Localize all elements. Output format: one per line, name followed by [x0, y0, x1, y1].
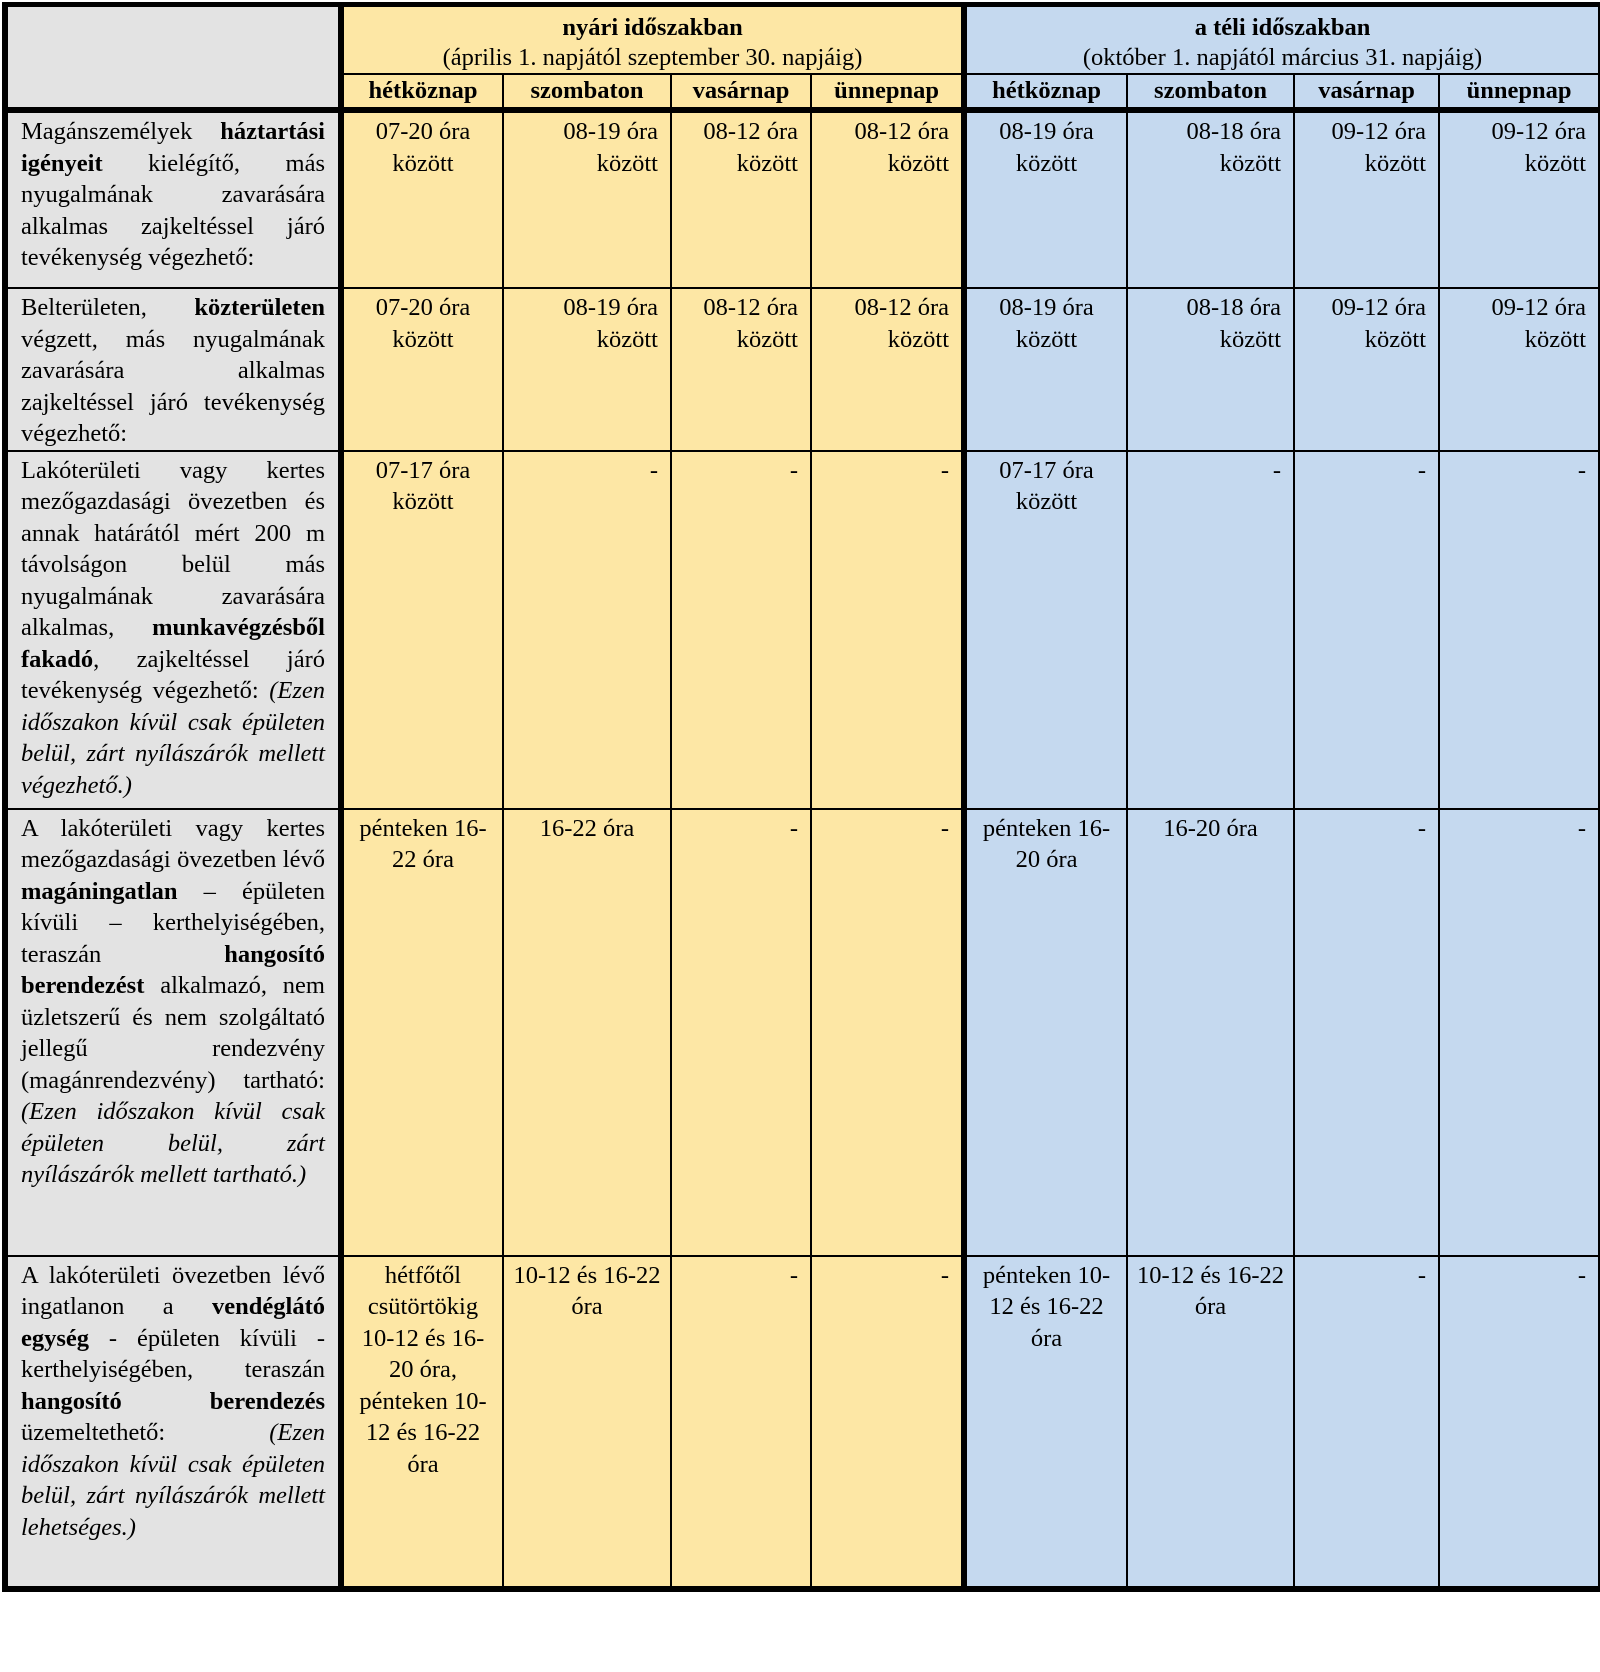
time-value: 07-20 óra között: [375, 294, 471, 353]
time-value: 09-12 óra között: [1331, 294, 1427, 353]
time-value: pénteken 16-22 óra: [359, 814, 487, 873]
summer-day-header: vasárnap: [671, 74, 811, 110]
description-text: kielégítő, más nyugalmának zavarására alkalmas zajkeltéssel járó tevékenység végezhető:: [21, 149, 325, 271]
winter-time-cell: [1127, 288, 1294, 451]
time-value: 08-12 óra között: [854, 118, 950, 177]
summer-time-cell: [671, 110, 811, 288]
winter-time-cell: [1294, 451, 1439, 809]
description-text: A lakóterületi vagy kertes mezőgazdasági övezetben lévő: [21, 814, 325, 873]
time-value: 09-12 óra között: [1491, 294, 1587, 353]
time-value: -: [649, 456, 658, 484]
winter-time-cell: [1439, 1256, 1600, 1589]
time-value: -: [1272, 456, 1282, 484]
winter-time-cell: [1127, 451, 1294, 809]
summer-time-cell: [341, 1256, 503, 1589]
summer-time-cell: [671, 809, 811, 1256]
activity-description: [5, 288, 341, 451]
time-value: -: [940, 814, 950, 842]
winter-day-header: vasárnap: [1294, 74, 1439, 110]
summer-time-cell: [671, 451, 811, 809]
table-row: [5, 451, 1600, 809]
summer-time-cell: [341, 110, 503, 288]
time-value: 08-19 óra között: [563, 294, 658, 353]
description-text: , zajkeltéssel járó tevékenység végezhető:: [21, 645, 325, 704]
summer-time-cell: [341, 451, 503, 809]
time-value: -: [789, 814, 798, 842]
description-text: Belterületen,: [21, 294, 195, 321]
time-value: 16-20 óra: [1163, 814, 1258, 842]
summer-time-cell: [503, 288, 671, 451]
winter-time-cell: [1294, 110, 1439, 288]
time-value: 08-19 óra között: [563, 118, 658, 177]
time-value: -: [1417, 456, 1427, 484]
summer-period-header: [341, 5, 964, 75]
winter-period-header: [964, 5, 1600, 75]
description-text: Magánszemélyek: [21, 118, 221, 145]
time-value: -: [940, 456, 950, 484]
summer-time-cell: [811, 1256, 964, 1589]
summer-subtitle: (április 1. napjától szeptember 30. napjáig): [442, 44, 863, 71]
winter-time-cell: [1294, 1256, 1439, 1589]
summer-time-cell: [503, 809, 671, 1256]
italic-note: (Ezen időszakon kívül csak épületen belül, zárt nyílászárók mellett lehetséges.): [21, 1419, 325, 1541]
time-value: 07-17 óra között: [375, 456, 471, 515]
table-body: [5, 110, 1600, 1589]
time-value: -: [789, 1261, 798, 1289]
winter-time-cell: [964, 110, 1127, 288]
winter-time-cell: [964, 1256, 1127, 1589]
summer-time-cell: [811, 110, 964, 288]
time-value: hétfőtől csütörtökig 10-12 és 16-20 óra, pénteken 10-12 és 16-22 óra: [359, 1261, 487, 1478]
winter-time-cell: [964, 288, 1127, 451]
summer-day-header: ünnepnap: [811, 74, 964, 110]
time-value: 08-12 óra között: [703, 294, 798, 353]
time-value: -: [1417, 814, 1427, 842]
description-text: alkalmazó, nem üzletszerű és nem szolgáltató jellegű rendezvény (magánrendezvény) tartható:: [21, 972, 325, 1094]
time-value: -: [1577, 814, 1587, 842]
bold-text: hangosító berendezés: [21, 1387, 325, 1415]
time-value: 07-17 óra között: [999, 456, 1094, 515]
time-value: 10-12 és 16-22 óra: [513, 1261, 661, 1320]
time-value: 08-18 óra között: [1186, 294, 1282, 353]
time-value: 16-22 óra: [539, 814, 635, 842]
summer-day-header: szombaton: [503, 74, 671, 110]
winter-time-cell: [964, 451, 1127, 809]
winter-time-cell: [1439, 288, 1600, 451]
winter-time-cell: [1127, 809, 1294, 1256]
winter-time-cell: [964, 809, 1127, 1256]
table-row: [5, 809, 1600, 1256]
bold-text: magáningatlan: [21, 877, 178, 905]
winter-time-cell: [1439, 110, 1600, 288]
time-value: 09-12 óra között: [1491, 118, 1587, 177]
bold-text: munkavégzésből fakadó: [21, 614, 325, 673]
time-value: -: [1577, 1261, 1587, 1289]
italic-note: (Ezen időszakon kívül csak épületen belül, zárt nyílászárók mellett végezhető.): [21, 677, 325, 799]
summer-time-cell: [341, 288, 503, 451]
winter-time-cell: [1127, 1256, 1294, 1589]
description-text: végzett, más nyugalmának zavarására alkalmas zajkeltéssel járó tevékenység végezhető:: [21, 325, 325, 447]
time-value: 07-20 óra között: [375, 118, 471, 177]
time-value: pénteken 10-12 és 16-22 óra: [982, 1261, 1111, 1352]
summer-day-header: hétköznap: [341, 74, 503, 110]
winter-day-header: szombaton: [1127, 74, 1294, 110]
time-value: -: [940, 1261, 950, 1289]
time-value: 10-12 és 16-22 óra: [1137, 1261, 1285, 1320]
summer-title: nyári időszakban: [562, 14, 743, 41]
italic-note: (Ezen időszakon kívül csak épületen belül, zárt nyílászárók mellett tartható.): [21, 1098, 325, 1188]
summer-time-cell: [671, 1256, 811, 1589]
bold-text: hangosító berendezést: [21, 940, 325, 999]
bold-text: közterületen: [194, 294, 325, 321]
summer-time-cell: [671, 288, 811, 451]
winter-time-cell: [1294, 288, 1439, 451]
time-value: 08-18 óra között: [1186, 118, 1282, 177]
summer-time-cell: [341, 809, 503, 1256]
summer-time-cell: [811, 809, 964, 1256]
table-row: [5, 288, 1600, 451]
summer-time-cell: [811, 451, 964, 809]
summer-time-cell: [503, 1256, 671, 1589]
table-row: [5, 1256, 1600, 1589]
winter-time-cell: [1439, 451, 1600, 809]
activity-description: [5, 809, 341, 1256]
time-value: pénteken 16-20 óra: [982, 814, 1111, 873]
activity-description: [5, 110, 341, 288]
time-value: 09-12 óra között: [1331, 118, 1427, 177]
summer-time-cell: [503, 451, 671, 809]
winter-time-cell: [1127, 110, 1294, 288]
quiet-hours-table: [2, 2, 1600, 1592]
time-value: -: [789, 456, 798, 484]
winter-time-cell: [1294, 809, 1439, 1256]
activity-description: [5, 1256, 341, 1589]
description-text: A lakóterületi övezetben lévő ingatlanon a: [21, 1261, 325, 1320]
table-row: [5, 110, 1600, 288]
winter-subtitle: (október 1. napjától március 31. napjáig): [1082, 44, 1483, 71]
period-header-row: [5, 5, 1600, 75]
summer-time-cell: [503, 110, 671, 288]
time-value: 08-19 óra között: [999, 118, 1094, 177]
bold-text: vendéglátó egység: [21, 1293, 325, 1352]
description-text: - épületen kívüli - kerthelyiségében, teraszán: [21, 1324, 325, 1383]
corner-cell: [5, 5, 341, 111]
winter-time-cell: [1439, 809, 1600, 1256]
time-value: 08-12 óra között: [703, 118, 798, 177]
description-text: üzemeltethető:: [21, 1419, 270, 1446]
description-text: – épületen kívüli – kerthelyiségében, teraszán: [21, 877, 325, 968]
time-value: -: [1417, 1261, 1427, 1289]
summer-time-cell: [811, 288, 964, 451]
winter-day-header: ünnepnap: [1439, 74, 1600, 110]
bold-text: háztartási igényeit: [21, 118, 325, 177]
time-value: 08-12 óra között: [854, 294, 950, 353]
time-value: -: [1577, 456, 1587, 484]
winter-title: a téli időszakban: [1194, 14, 1371, 41]
time-value: 08-19 óra között: [999, 294, 1094, 353]
activity-description: [5, 451, 341, 809]
winter-day-header: hétköznap: [964, 74, 1127, 110]
description-text: Lakóterületi vagy kertes mezőgazdasági övezetben és annak határától mért 200 m távolságon belül más nyugalmának zavarására alkalmas,: [21, 456, 325, 641]
